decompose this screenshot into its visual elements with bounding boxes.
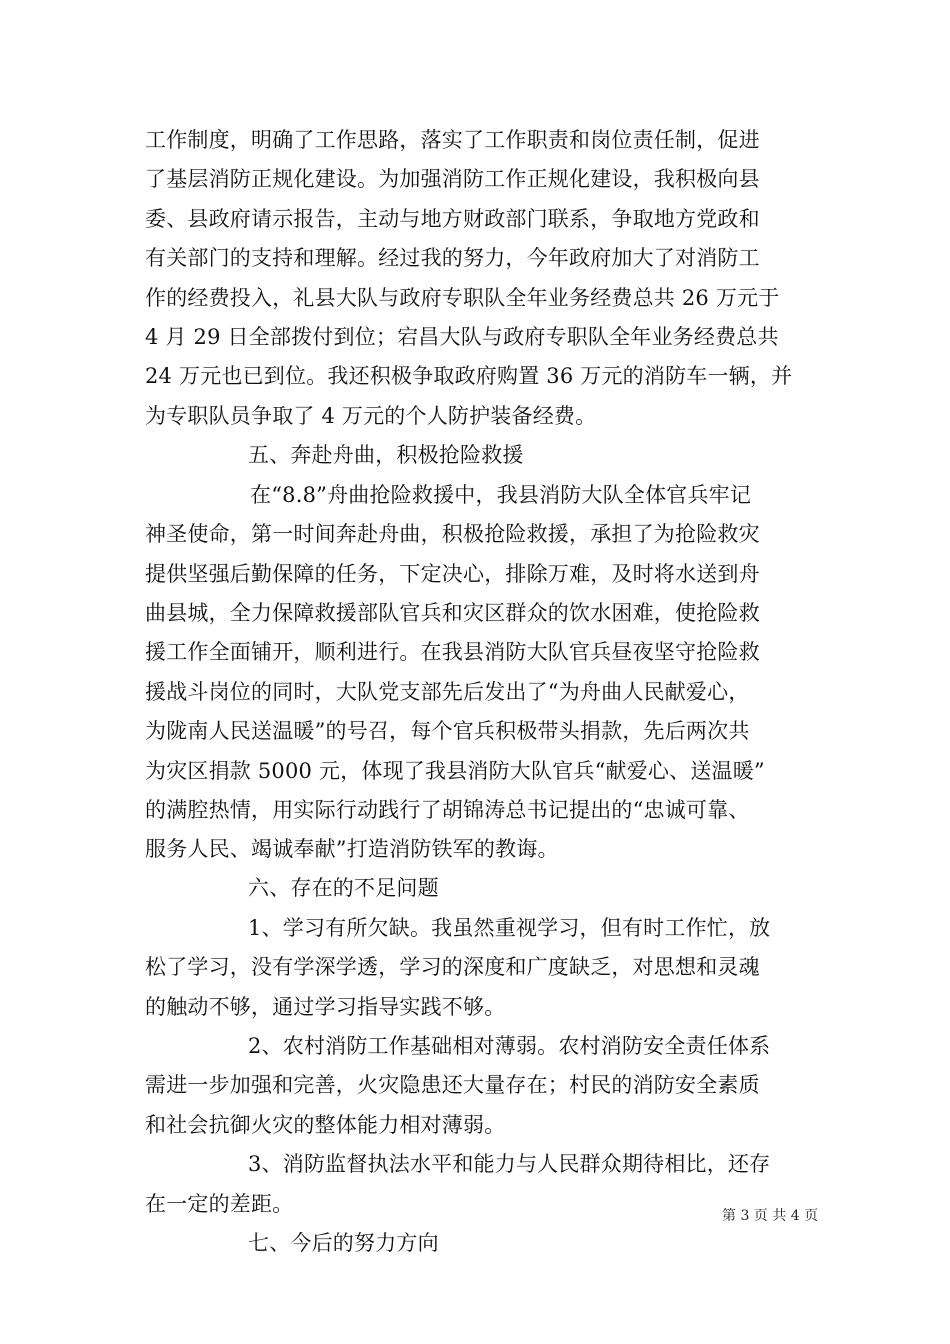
body-line: 松了学习，没有学深学透，学习的深度和广度缺乏，对思想和灵魂 [145, 955, 760, 979]
body-line: 需进一步加强和完善，火灾隐患还大量存在；村民的消防安全素质 [145, 1073, 760, 1097]
body-line: 作的经费投入，礼县大队与政府专职队全年业务经费总共 26 万元于 [145, 286, 780, 310]
page-footer: 第 3 页 共 4 页 [722, 1208, 819, 1224]
body-line: 3、消防监督执法水平和能力与人民群众期待相比，还存 [248, 1152, 771, 1176]
body-line: 为专职队员争取了 4 万元的个人防护装备经费。 [145, 404, 597, 428]
body-line: 有关部门的支持和理解。经过我的努力，今年政府加大了对消防工 [145, 246, 760, 270]
body-line: 援工作全面铺开，顺利进行。在我县消防大队官兵昼夜坚守抢险救 [145, 640, 760, 664]
body-line: 提供坚强后勤保障的任务，下定决心，排除万难，及时将水送到舟 [145, 562, 760, 586]
body-line: 2、农村消防工作基础相对薄弱。农村消防安全责任体系 [248, 1034, 771, 1058]
body-line: 委、县政府请示报告，主动与地方财政部门联系，争取地方党政和 [145, 207, 760, 231]
section-heading: 五、奔赴舟曲，积极抢险救援 [248, 443, 524, 467]
body-line: 了基层消防正规化建设。为加强消防工作正规化建设，我积极向县 [145, 167, 760, 191]
body-line: 为灾区捐款 5000 元，体现了我县消防大队官兵“献爱心、送温暖” [145, 759, 765, 783]
body-line: 在一定的差距。 [145, 1192, 294, 1216]
body-line: 4 月 29 日全部拨付到位；宕昌大队与政府专职队全年业务经费总共 [145, 325, 779, 349]
body-line: 和社会抗御火灾的整体能力相对薄弱。 [145, 1113, 506, 1137]
body-line: 神圣使命，第一时间奔赴舟曲，积极抢险救援，承担了为抢险救灾 [145, 522, 760, 546]
body-line: 为陇南人民送温暖”的号召，每个官兵积极带头捐款，先后两次共 [145, 719, 750, 743]
body-line: 工作制度，明确了工作思路，落实了工作职责和岗位责任制，促进 [145, 128, 760, 152]
body-line: 在“8.8”舟曲抢险救援中，我县消防大队全体官兵牢记 [250, 483, 752, 507]
body-line: 1、学习有所欠缺。我虽然重视学习，但有时工作忙，放 [248, 916, 771, 940]
section-heading: 七、今后的努力方向 [248, 1231, 439, 1255]
body-line: 曲县城，全力保障救援部队官兵和灾区群众的饮水困难，使抢险救 [145, 601, 760, 625]
body-line: 服务人民、竭诚奉献”打造消防铁军的教诲。 [145, 837, 559, 861]
body-line: 的满腔热情，用实际行动践行了胡锦涛总书记提出的“忠诚可靠、 [145, 798, 750, 822]
section-heading: 六、存在的不足问题 [248, 876, 439, 900]
body-line: 24 万元也已到位。我还积极争取政府购置 36 万元的消防车一辆，并 [145, 364, 793, 388]
body-line: 援战斗岗位的同时，大队党支部先后发出了“为舟曲人民献爱心， [145, 680, 750, 704]
body-line: 的触动不够，通过学习指导实践不够。 [145, 995, 506, 1019]
